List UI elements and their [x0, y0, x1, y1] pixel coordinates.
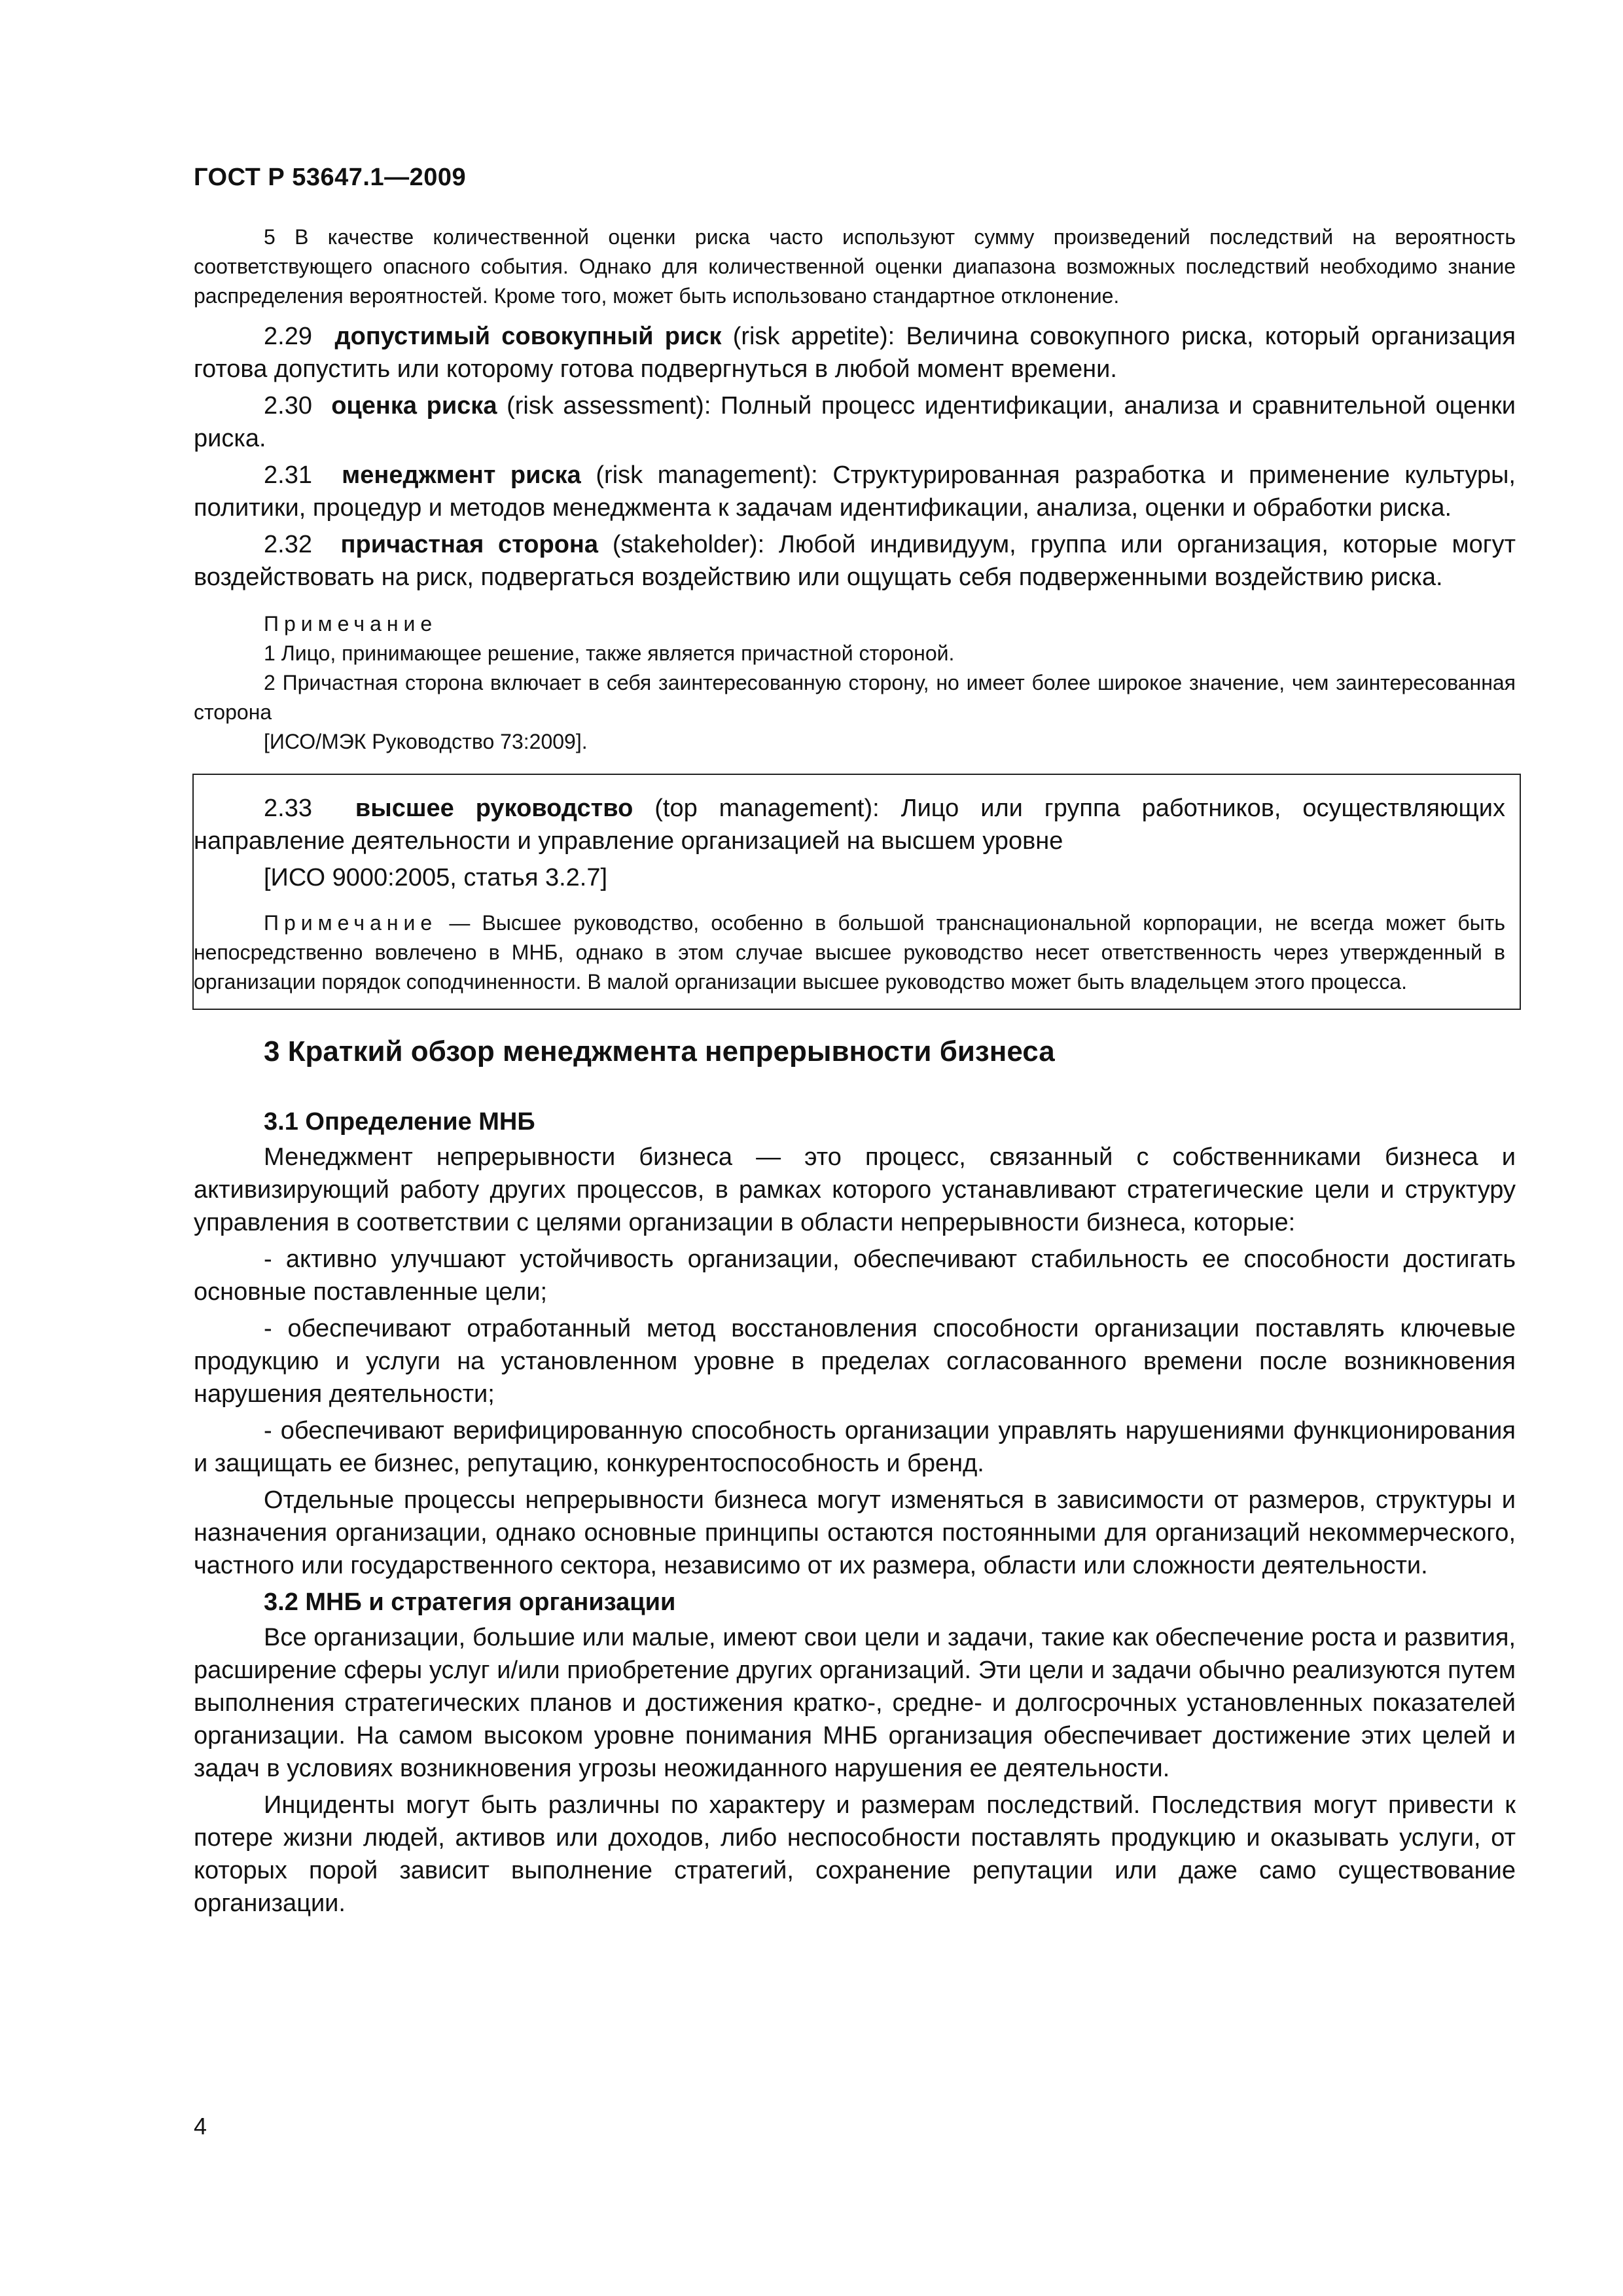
definition-2-30: [194, 389, 1516, 455]
note-item: 2 Причастная сторона включает в себя заинтересованную сторону, но имеет более широкое значение, чем заинтересованная сторона: [194, 671, 1516, 724]
note-5-text: 5 В качестве количественной оценки риска часто используют сумму произведений последствий на вероятность соответствующего опасного события. Однако для количественной оценки диапазона возможных последствий необходимо знание распределения вероятностей. Кроме того, может быть использовано стандартное отклонение.: [194, 225, 1516, 308]
definition-text: (top management): Лицо или группа работников, осуществляющих направление деятельности и управление организацией на высшем уровне: [194, 795, 1505, 855]
definition-2-29: [194, 320, 1516, 386]
definition-term: оценка риска: [331, 392, 497, 420]
definition-term: высшее руководство: [355, 795, 633, 822]
list-item: - обеспечивают отработанный метод восстановления способности организации поставлять ключевые продукцию и услуги на установленном уровне в пределах согласованного времени после возникновения нарушения деятельности;: [194, 1315, 1516, 1408]
definition-text: (risk management): Структурированная разработка и применение культуры, политики, процедур и методов менеджмента к задачам идентификации, анализа, оценки и обработки риска.: [194, 461, 1516, 522]
definition-2-33: [194, 792, 1505, 857]
definition-text: (risk assessment): Полный процесс идентификации, анализа и сравнительной оценки риска.: [194, 392, 1516, 452]
definition-number: 2.30: [264, 392, 312, 420]
subsection-3-2-title: 3.2 МНБ и стратегия организации: [264, 1588, 676, 1616]
definition-text: (risk appetite): Величина совокупного риска, который организация готова допустить или которому готова подвергнуться в любой момент времени.: [194, 323, 1516, 383]
definition-term: менеджмент риска: [342, 461, 581, 489]
definition-text: (stakeholder): Любой индивидуум, группа или организация, которые могут воздействовать на риск, подвергаться воздействию или ощущать себя подверженными воздействию риска.: [194, 531, 1516, 591]
note-label: Примечание: [264, 612, 438, 636]
note-item: 1 Лицо, принимающее решение, также является причастной стороной.: [264, 641, 955, 665]
subsection-3-2-paragraph-2: Инциденты могут быть различны по характеру и размерам последствий. Последствия могут привести к потере жизни людей, активов или доходов, либо неспособности поставлять продукцию и оказывать услуги, от которых порой зависит выполнение стратегий, сохранение репутации или даже само существование организации.: [194, 1791, 1516, 1917]
definition-term: причастная сторона: [340, 531, 599, 558]
note-5: [194, 223, 1516, 311]
subsection-3-1-outro: Отдельные процессы непрерывности бизнеса могут изменяться в зависимости от размеров, структуры и назначения организации, однако основные принципы остаются постоянными для организаций некоммерческого, частного или государственного сектора, независимо от их размера, области или сложности деятельности.: [194, 1486, 1516, 1579]
definition-reference: [ИСО 9000:2005, статья 3.2.7]: [264, 864, 608, 891]
definition-2-32: [194, 528, 1516, 594]
subsection-3-2-paragraph-1: Все организации, большие или малые, имеют свои цели и задачи, такие как обеспечение роста и развития, расширение сферы услуг и/или приобретение других организаций. Эти цели и задачи обычно реализуются путем выполнения стратегических планов и достижения кратко-, средне- и долгосрочных установленных показателей организации. На самом высоком уровне понимания МНБ организация обеспечивает достижение этих целей и задач в условиях возникновения угрозы неожиданного нарушения ее деятельности.: [194, 1624, 1516, 1782]
notes-2-32: [194, 609, 1516, 757]
note-reference: [ИСО/МЭК Руководство 73:2009].: [264, 730, 588, 753]
definition-term: допустимый совокупный риск: [334, 323, 722, 350]
section-3-title: 3 Краткий обзор менеджмента непрерывности бизнеса: [264, 1035, 1055, 1067]
list-item: - обеспечивают верифицированную способность организации управлять нарушениями функционирования и защищать ее бизнес, репутацию, конкурентоспособность и бренд.: [194, 1417, 1516, 1477]
definition-2-31: [194, 459, 1516, 524]
definition-number: 2.32: [264, 531, 312, 558]
definition-number: 2.31: [264, 461, 312, 489]
definition-number: 2.33: [264, 795, 312, 822]
note-text: — Высшее руководство, особенно в большой транснациональной корпорации, не всегда может быть непосредственно вовлечено в МНБ, однако в этом случае высшее руководство несет ответственность через утвержденный в организации порядок соподчиненности. В малой организации высшее руководство может быть владельцем этого процесса.: [194, 911, 1505, 994]
subsection-3-1-title: 3.1 Определение МНБ: [264, 1108, 535, 1136]
boxed-note: [194, 908, 1505, 997]
page-content: [194, 223, 1516, 1924]
list-item: - активно улучшают устойчивость организации, обеспечивают стабильность ее способности достигать основные поставленные цели;: [194, 1246, 1516, 1306]
definition-number: 2.29: [264, 323, 312, 350]
subsection-3-1-intro: Менеджмент непрерывности бизнеса — это процесс, связанный с собственниками бизнеса и активизирующий работу других процессов, в рамках которого устанавливают стратегические цели и структуру управления в соответствии с целями организации в области непрерывности бизнеса, которые:: [194, 1143, 1516, 1236]
document-header: ГОСТ Р 53647.1—2009: [194, 164, 467, 191]
page-number: 4: [194, 2113, 207, 2140]
note-label: Примечание: [264, 911, 438, 935]
boxed-definition-2-33: [192, 774, 1521, 1010]
